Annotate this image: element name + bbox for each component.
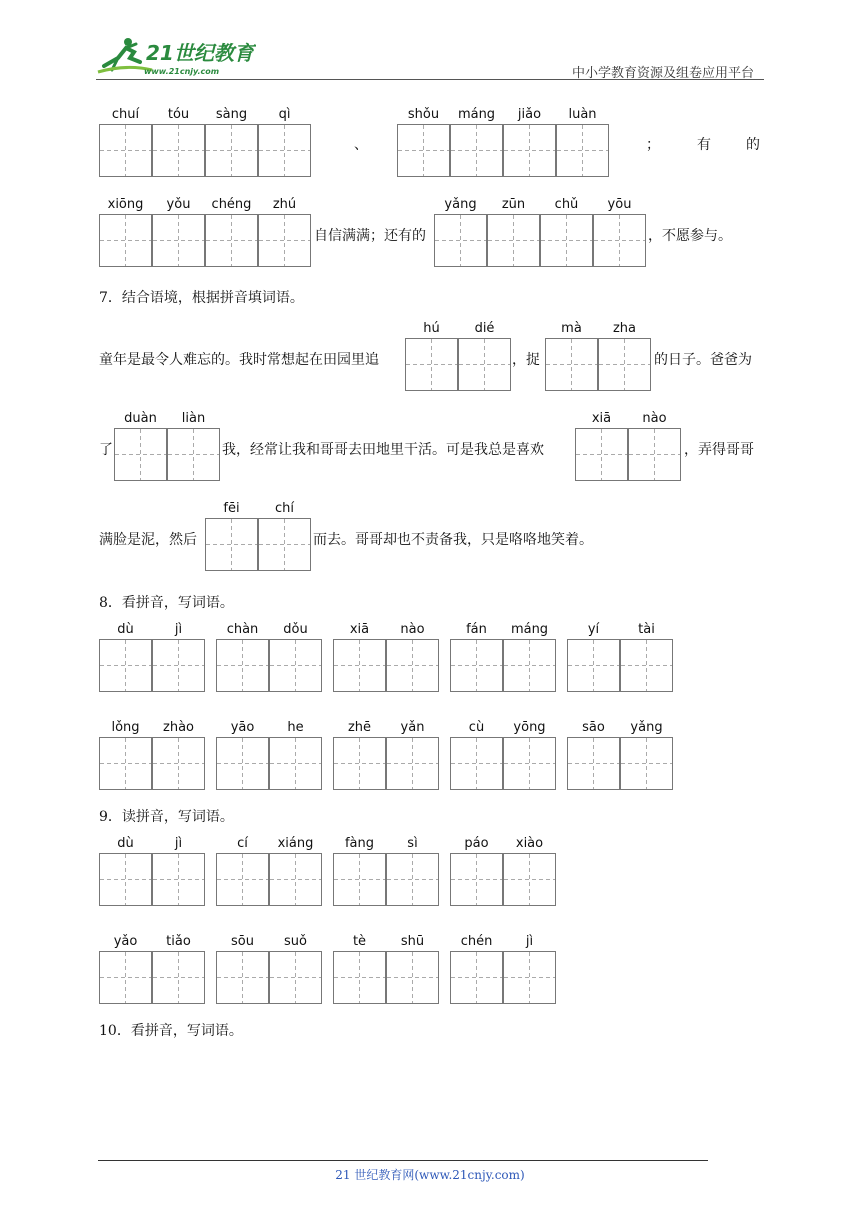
- pinyin-label: yǒu: [166, 197, 191, 212]
- text-you: 有: [697, 137, 711, 153]
- writing-box[interactable]: [540, 214, 593, 267]
- writing-box[interactable]: [333, 639, 386, 692]
- pinyin-label: yí: [587, 622, 600, 637]
- writing-box[interactable]: [575, 428, 628, 481]
- writing-box[interactable]: [152, 214, 205, 267]
- word-group: [450, 621, 556, 692]
- writing-box[interactable]: [598, 338, 651, 391]
- writing-box[interactable]: [386, 639, 439, 692]
- writing-box[interactable]: [269, 951, 322, 1004]
- writing-box[interactable]: [99, 951, 152, 1004]
- pinyin-label: mà: [561, 321, 582, 336]
- writing-box[interactable]: [205, 214, 258, 267]
- text-de: 的: [746, 137, 760, 153]
- pinyin-label: duàn: [124, 411, 157, 426]
- writing-box[interactable]: [333, 737, 386, 790]
- char-cell: [450, 106, 503, 177]
- question-10-title: 10．看拼音，写词语。: [99, 1023, 243, 1039]
- writing-box[interactable]: [152, 951, 205, 1004]
- char-cell: [114, 410, 167, 481]
- pinyin-label: fán: [466, 622, 487, 637]
- logo-url: www.21cnjy.com: [144, 67, 220, 76]
- platform-name: 中小学教育资源及组卷应用平台: [571, 66, 754, 81]
- char-cell: [450, 933, 503, 1004]
- writing-box[interactable]: [620, 639, 673, 692]
- writing-box[interactable]: [269, 639, 322, 692]
- q7-line2-a: 了: [99, 442, 113, 458]
- writing-box[interactable]: [152, 639, 205, 692]
- char-cell: [458, 320, 511, 391]
- writing-box[interactable]: [450, 639, 503, 692]
- char-cell: [269, 835, 322, 906]
- pinyin-label: yǎn: [400, 720, 425, 735]
- char-cell: [450, 719, 503, 790]
- word-group-shoumang: [397, 106, 609, 177]
- writing-box[interactable]: [458, 338, 511, 391]
- writing-box[interactable]: [152, 737, 205, 790]
- q7-line1-a: 童年是最令人难忘的。我时常想起在田园里追: [99, 352, 379, 368]
- pinyin-label: yāo: [230, 720, 255, 735]
- writing-box[interactable]: [258, 518, 311, 571]
- char-cell: [99, 719, 152, 790]
- writing-box[interactable]: [269, 737, 322, 790]
- char-cell: [269, 621, 322, 692]
- writing-box[interactable]: [397, 124, 450, 177]
- writing-box[interactable]: [450, 951, 503, 1004]
- pinyin-label: cí: [237, 836, 248, 851]
- writing-box[interactable]: [216, 639, 269, 692]
- pinyin-label: máng: [510, 622, 549, 637]
- char-cell: [99, 835, 152, 906]
- writing-box[interactable]: [620, 737, 673, 790]
- writing-box[interactable]: [386, 951, 439, 1004]
- pinyin-label: xiào: [515, 836, 544, 851]
- q7-line1-c: 的日子。爸爸为: [654, 352, 752, 368]
- char-cell: [333, 835, 386, 906]
- question-8-title: 8．看拼音，写词语。: [99, 595, 234, 611]
- writing-box[interactable]: [258, 214, 311, 267]
- writing-box[interactable]: [167, 428, 220, 481]
- writing-box[interactable]: [99, 214, 152, 267]
- pinyin-label: liàn: [181, 411, 206, 426]
- pinyin-label: dǒu: [283, 622, 308, 637]
- pinyin-label: shū: [400, 934, 425, 949]
- pinyin-label: tiǎo: [166, 934, 191, 949]
- char-cell: [503, 621, 556, 692]
- writing-box[interactable]: [593, 214, 646, 267]
- writing-box[interactable]: [628, 428, 681, 481]
- char-cell: [598, 320, 651, 391]
- logo: [96, 36, 256, 78]
- word-group: [99, 719, 205, 790]
- char-cell: [450, 621, 503, 692]
- pinyin-label: dù: [117, 836, 134, 851]
- char-cell: [487, 196, 540, 267]
- word-group-yangzun: [434, 196, 646, 267]
- writing-box[interactable]: [99, 853, 152, 906]
- pinyin-label: xiáng: [277, 836, 314, 851]
- pinyin-label: yǎng: [444, 197, 477, 212]
- char-cell: [593, 196, 646, 267]
- pinyin-label: zhú: [272, 197, 297, 212]
- pinyin-label: luàn: [568, 107, 597, 122]
- pinyin-label: tóu: [167, 107, 190, 122]
- q7-line3-a: 满脸是泥，然后: [99, 532, 197, 548]
- writing-box[interactable]: [216, 853, 269, 906]
- char-cell: [333, 621, 386, 692]
- word-group-chuitou: [99, 106, 311, 177]
- pinyin-label: yǎo: [113, 934, 138, 949]
- writing-box[interactable]: [450, 124, 503, 177]
- writing-box[interactable]: [99, 737, 152, 790]
- pinyin-label: tài: [638, 622, 655, 637]
- char-cell: [167, 410, 220, 481]
- pinyin-label: jì: [174, 836, 183, 851]
- writing-box[interactable]: [434, 214, 487, 267]
- word-group: [333, 835, 439, 906]
- char-cell: [386, 719, 439, 790]
- char-cell: [152, 621, 205, 692]
- q7-line2-c: ，弄得哥哥: [684, 442, 754, 458]
- char-cell: [333, 719, 386, 790]
- char-cell: [205, 106, 258, 177]
- pinyin-label: zūn: [501, 197, 526, 212]
- char-cell: [386, 933, 439, 1004]
- word-group-mazha: [545, 320, 651, 391]
- word-group: [216, 719, 322, 790]
- writing-box[interactable]: [503, 737, 556, 790]
- writing-box[interactable]: [556, 124, 609, 177]
- char-cell: [503, 835, 556, 906]
- word-group: [99, 835, 205, 906]
- pinyin-label: jiǎo: [517, 107, 542, 122]
- char-cell: [503, 719, 556, 790]
- header-divider: [96, 79, 764, 80]
- pinyin-label: máng: [457, 107, 496, 122]
- q7-line1-b: ，捉: [512, 352, 540, 368]
- word-group: [450, 933, 556, 1004]
- char-cell: [269, 933, 322, 1004]
- char-cell: [269, 719, 322, 790]
- word-group: [450, 719, 556, 790]
- footer-divider: [98, 1160, 708, 1161]
- pinyin-label: dié: [474, 321, 495, 336]
- writing-box[interactable]: [567, 737, 620, 790]
- writing-box[interactable]: [99, 124, 152, 177]
- char-cell: [333, 933, 386, 1004]
- writing-box[interactable]: [152, 124, 205, 177]
- char-cell: [258, 500, 311, 571]
- pinyin-label: jì: [174, 622, 183, 637]
- char-cell: [620, 621, 673, 692]
- word-group: [216, 933, 322, 1004]
- char-cell: [503, 106, 556, 177]
- char-cell: [450, 835, 503, 906]
- sentence-end: ，不愿参与。: [648, 228, 732, 244]
- writing-box[interactable]: [216, 737, 269, 790]
- char-cell: [397, 106, 450, 177]
- char-cell: [258, 196, 311, 267]
- question-9-title: 9．读拼音，写词语。: [99, 809, 234, 825]
- pinyin-label: suǒ: [284, 934, 307, 949]
- word-group: [333, 933, 439, 1004]
- word-group: [216, 621, 322, 692]
- writing-box[interactable]: [152, 853, 205, 906]
- writing-box[interactable]: [405, 338, 458, 391]
- pinyin-label: yǎng: [630, 720, 663, 735]
- pinyin-label: hú: [423, 321, 440, 336]
- char-cell: [99, 106, 152, 177]
- char-cell: [99, 621, 152, 692]
- char-cell: [216, 835, 269, 906]
- separator-comma: 、: [354, 137, 368, 153]
- writing-box[interactable]: [503, 124, 556, 177]
- char-cell: [545, 320, 598, 391]
- q7-line2-b: 我，经常让我和哥哥去田地里干活。可是我总是喜欢: [222, 442, 544, 458]
- writing-box[interactable]: [386, 853, 439, 906]
- pinyin-label: qì: [278, 107, 291, 122]
- pinyin-label: chén: [460, 934, 493, 949]
- pinyin-label: chí: [275, 501, 294, 516]
- pinyin-label: xiōng: [107, 197, 144, 212]
- char-cell: [152, 835, 205, 906]
- pinyin-label: yōng: [513, 720, 546, 735]
- char-cell: [216, 621, 269, 692]
- pinyin-label: dù: [117, 622, 134, 637]
- pinyin-label: yōu: [607, 197, 632, 212]
- pinyin-label: sōu: [231, 934, 254, 949]
- writing-box[interactable]: [216, 951, 269, 1004]
- pinyin-label: cù: [468, 720, 485, 735]
- writing-box[interactable]: [450, 853, 503, 906]
- char-cell: [556, 106, 609, 177]
- char-cell: [258, 106, 311, 177]
- char-cell: [620, 719, 673, 790]
- char-cell: [575, 410, 628, 481]
- writing-box[interactable]: [333, 951, 386, 1004]
- word-group: [216, 835, 322, 906]
- char-cell: [628, 410, 681, 481]
- pinyin-label: sāo: [582, 720, 605, 735]
- writing-box[interactable]: [503, 951, 556, 1004]
- writing-box[interactable]: [333, 853, 386, 906]
- char-cell: [205, 500, 258, 571]
- writing-box[interactable]: [567, 639, 620, 692]
- pinyin-label: zhē: [347, 720, 372, 735]
- pinyin-label: zhào: [163, 720, 194, 735]
- writing-box[interactable]: [269, 853, 322, 906]
- pinyin-label: sàng: [215, 107, 248, 122]
- writing-box[interactable]: [503, 853, 556, 906]
- char-cell: [216, 933, 269, 1004]
- writing-box[interactable]: [487, 214, 540, 267]
- word-group: [333, 719, 439, 790]
- q7-line3-b: 而去。哥哥却也不责备我，只是咯咯地笑着。: [313, 532, 593, 548]
- pinyin-label: sì: [407, 836, 418, 851]
- pinyin-label: tè: [352, 934, 367, 949]
- char-cell: [540, 196, 593, 267]
- writing-box[interactable]: [205, 518, 258, 571]
- word-group: [567, 621, 673, 692]
- pinyin-label: fàng: [344, 836, 375, 851]
- char-cell: [152, 106, 205, 177]
- pinyin-label: nào: [400, 622, 425, 637]
- pinyin-label: shǒu: [407, 107, 440, 122]
- pinyin-label: nào: [642, 411, 667, 426]
- pinyin-label: jì: [525, 934, 534, 949]
- writing-box[interactable]: [114, 428, 167, 481]
- char-cell: [152, 196, 205, 267]
- pinyin-label: zha: [612, 321, 637, 336]
- question-7-title: 7．结合语境，根据拼音填词语。: [99, 290, 304, 306]
- char-cell: [503, 933, 556, 1004]
- writing-box[interactable]: [545, 338, 598, 391]
- char-cell: [567, 621, 620, 692]
- char-cell: [405, 320, 458, 391]
- char-cell: [434, 196, 487, 267]
- word-group-duanlian: [114, 410, 220, 481]
- char-cell: [99, 933, 152, 1004]
- pinyin-label: chǔ: [554, 197, 579, 212]
- char-cell: [386, 621, 439, 692]
- pinyin-label: lǒng: [111, 720, 140, 735]
- writing-box[interactable]: [386, 737, 439, 790]
- word-group: [567, 719, 673, 790]
- logo-text: 21世纪教育: [146, 41, 254, 65]
- char-cell: [152, 719, 205, 790]
- word-group: [333, 621, 439, 692]
- writing-box[interactable]: [99, 639, 152, 692]
- char-cell: [386, 835, 439, 906]
- pinyin-label: xiā: [349, 622, 370, 637]
- writing-box[interactable]: [205, 124, 258, 177]
- pinyin-label: xiā: [591, 411, 612, 426]
- char-cell: [205, 196, 258, 267]
- word-group-feichi: [205, 500, 311, 571]
- pinyin-label: páo: [464, 836, 489, 851]
- pinyin-label: chuí: [111, 107, 140, 122]
- word-group-xiongyou: [99, 196, 311, 267]
- sentence-mid: 自信满满；还有的: [314, 228, 426, 244]
- writing-box[interactable]: [503, 639, 556, 692]
- word-group: [99, 933, 205, 1004]
- pinyin-label: he: [287, 720, 304, 735]
- footer-text: 21 世纪教育网(www.21cnjy.com): [335, 1168, 525, 1182]
- pinyin-label: chéng: [211, 197, 252, 212]
- char-cell: [567, 719, 620, 790]
- char-cell: [152, 933, 205, 1004]
- char-cell: [216, 719, 269, 790]
- writing-box[interactable]: [450, 737, 503, 790]
- word-group: [450, 835, 556, 906]
- pinyin-label: fēi: [223, 501, 240, 516]
- semicolon: ；: [646, 137, 660, 153]
- word-group: [99, 621, 205, 692]
- word-group-hudie: [405, 320, 511, 391]
- word-group-xianao: [575, 410, 681, 481]
- writing-box[interactable]: [258, 124, 311, 177]
- pinyin-label: chàn: [226, 622, 259, 637]
- char-cell: [99, 196, 152, 267]
